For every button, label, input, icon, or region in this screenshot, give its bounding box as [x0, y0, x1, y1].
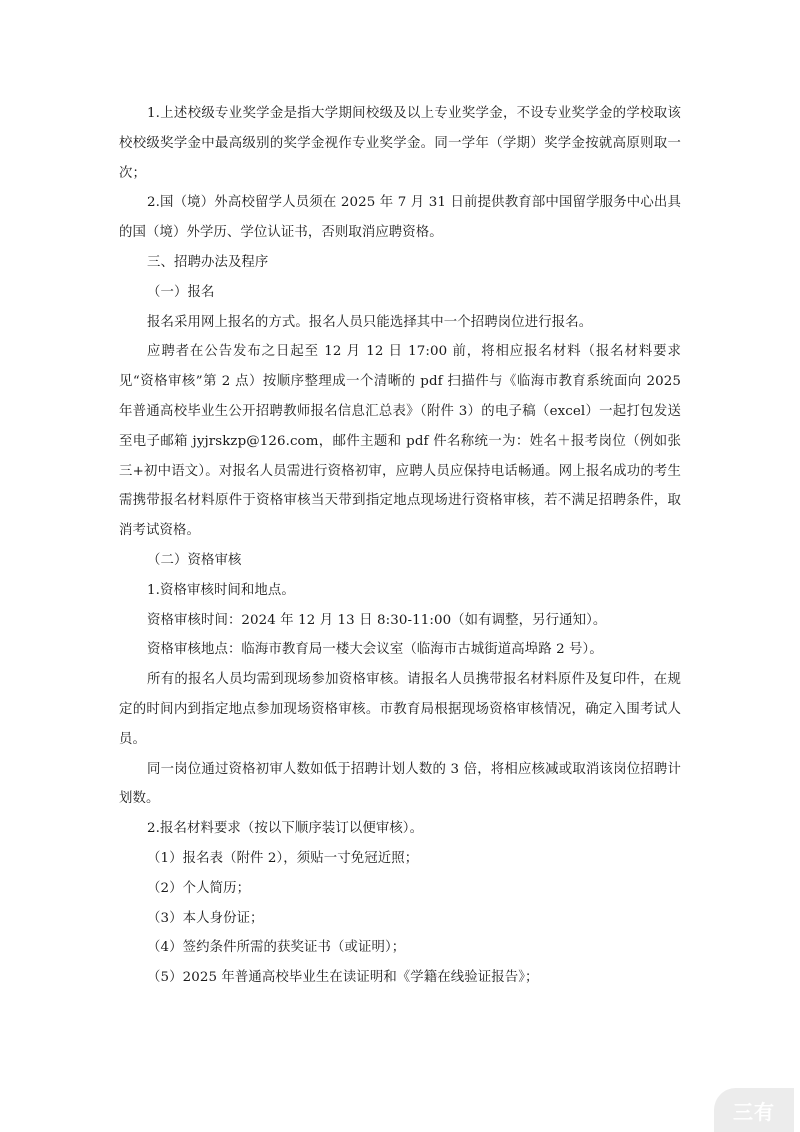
paragraph-registration-details: 应聘者在公告发布之日起至 12 月 12 日 17:00 前，将相应报名材料（报名材料要求见“资格审核”第 2 点）按顺序整理成一个清晰的 pdf 扫描件与《临海市教育系统面向 2025 年普通高校毕业生公开招聘教师报名信息汇总表》（附件 3）的电子稿（excel）一起打包发送至电子邮箱 jyjrskzp@126.com，邮件主题和 pdf 件名称统一为：姓名＋报考岗位（例如张三+初中语文）。对报名人员需进行资格初审，应聘人员应保持电话畅通。网上报名成功的考生需携带报名材料原件于资格审核当天带到指定地点现场进行资格审核，若不满足招聘条件，取消考试资格。: [119, 344, 681, 539]
paragraph-review-time: 资格审核时间：2024 年 12 月 13 日 8:30-11:00（如有调整，另行通知）。: [147, 612, 607, 628]
watermark-text: 三有: [733, 1099, 775, 1124]
subsection-heading-registration: （一）报名: [147, 284, 215, 300]
list-item-resume: （2）个人简历；: [147, 880, 251, 896]
list-item-award-certificate: （4）签约条件所需的获奖证书（或证明）；: [147, 940, 406, 956]
subsection-heading-qualification: （二）资格审核: [147, 552, 242, 568]
paragraph-review-attendance: 所有的报名人员均需到现场参加资格审核。请报名人员携带报名材料原件及复印件，在规定的时间内到指定地点参加现场资格审核。市教育局根据现场资格审核情况，确定入围考试人员。: [119, 672, 681, 747]
paragraph-registration-method: 报名采用网上报名的方式。报名人员只能选择其中一个招聘岗位进行报名。: [147, 314, 593, 330]
section-heading-recruitment: 三、招聘办法及程序: [147, 254, 269, 270]
watermark-logo: [714, 1088, 794, 1132]
document-body: [119, 99, 681, 993]
paragraph-overseas-note: 2.国（境）外高校留学人员须在 2025 年 7 月 31 日前提供教育部中国留学服务中心出具的国（境）外学历、学位认证书，否则取消应聘资格。: [119, 195, 681, 241]
list-item-id-card: （3）本人身份证；: [147, 910, 264, 926]
list-item-enrollment-proof: （5）2025 年普通高校毕业生在读证明和《学籍在线验证报告》；: [147, 970, 539, 986]
paragraph-review-time-place: 1.资格审核时间和地点。: [147, 582, 295, 598]
list-item-registration-form: （1）报名表（附件 2），须贴一寸免冠近照；: [147, 850, 419, 866]
paragraph-materials-heading: 2.报名材料要求（按以下顺序装订以便审核）。: [147, 821, 424, 837]
paragraph-scholarship-note: 1.上述校级专业奖学金是指大学期间校级及以上专业奖学金，不设专业奖学金的学校取该校校级奖学金中最高级别的奖学金视作专业奖学金。同一学年（学期）奖学金按就高原则取一次；: [119, 106, 681, 181]
paragraph-review-location: 资格审核地点：临海市教育局一楼大会议室（临海市古城街道高埠路 2 号）。: [147, 642, 603, 658]
paragraph-review-quota: 同一岗位通过资格初审人数如低于招聘计划人数的 3 倍，将相应核减或取消该岗位招聘计划数。: [119, 761, 681, 807]
